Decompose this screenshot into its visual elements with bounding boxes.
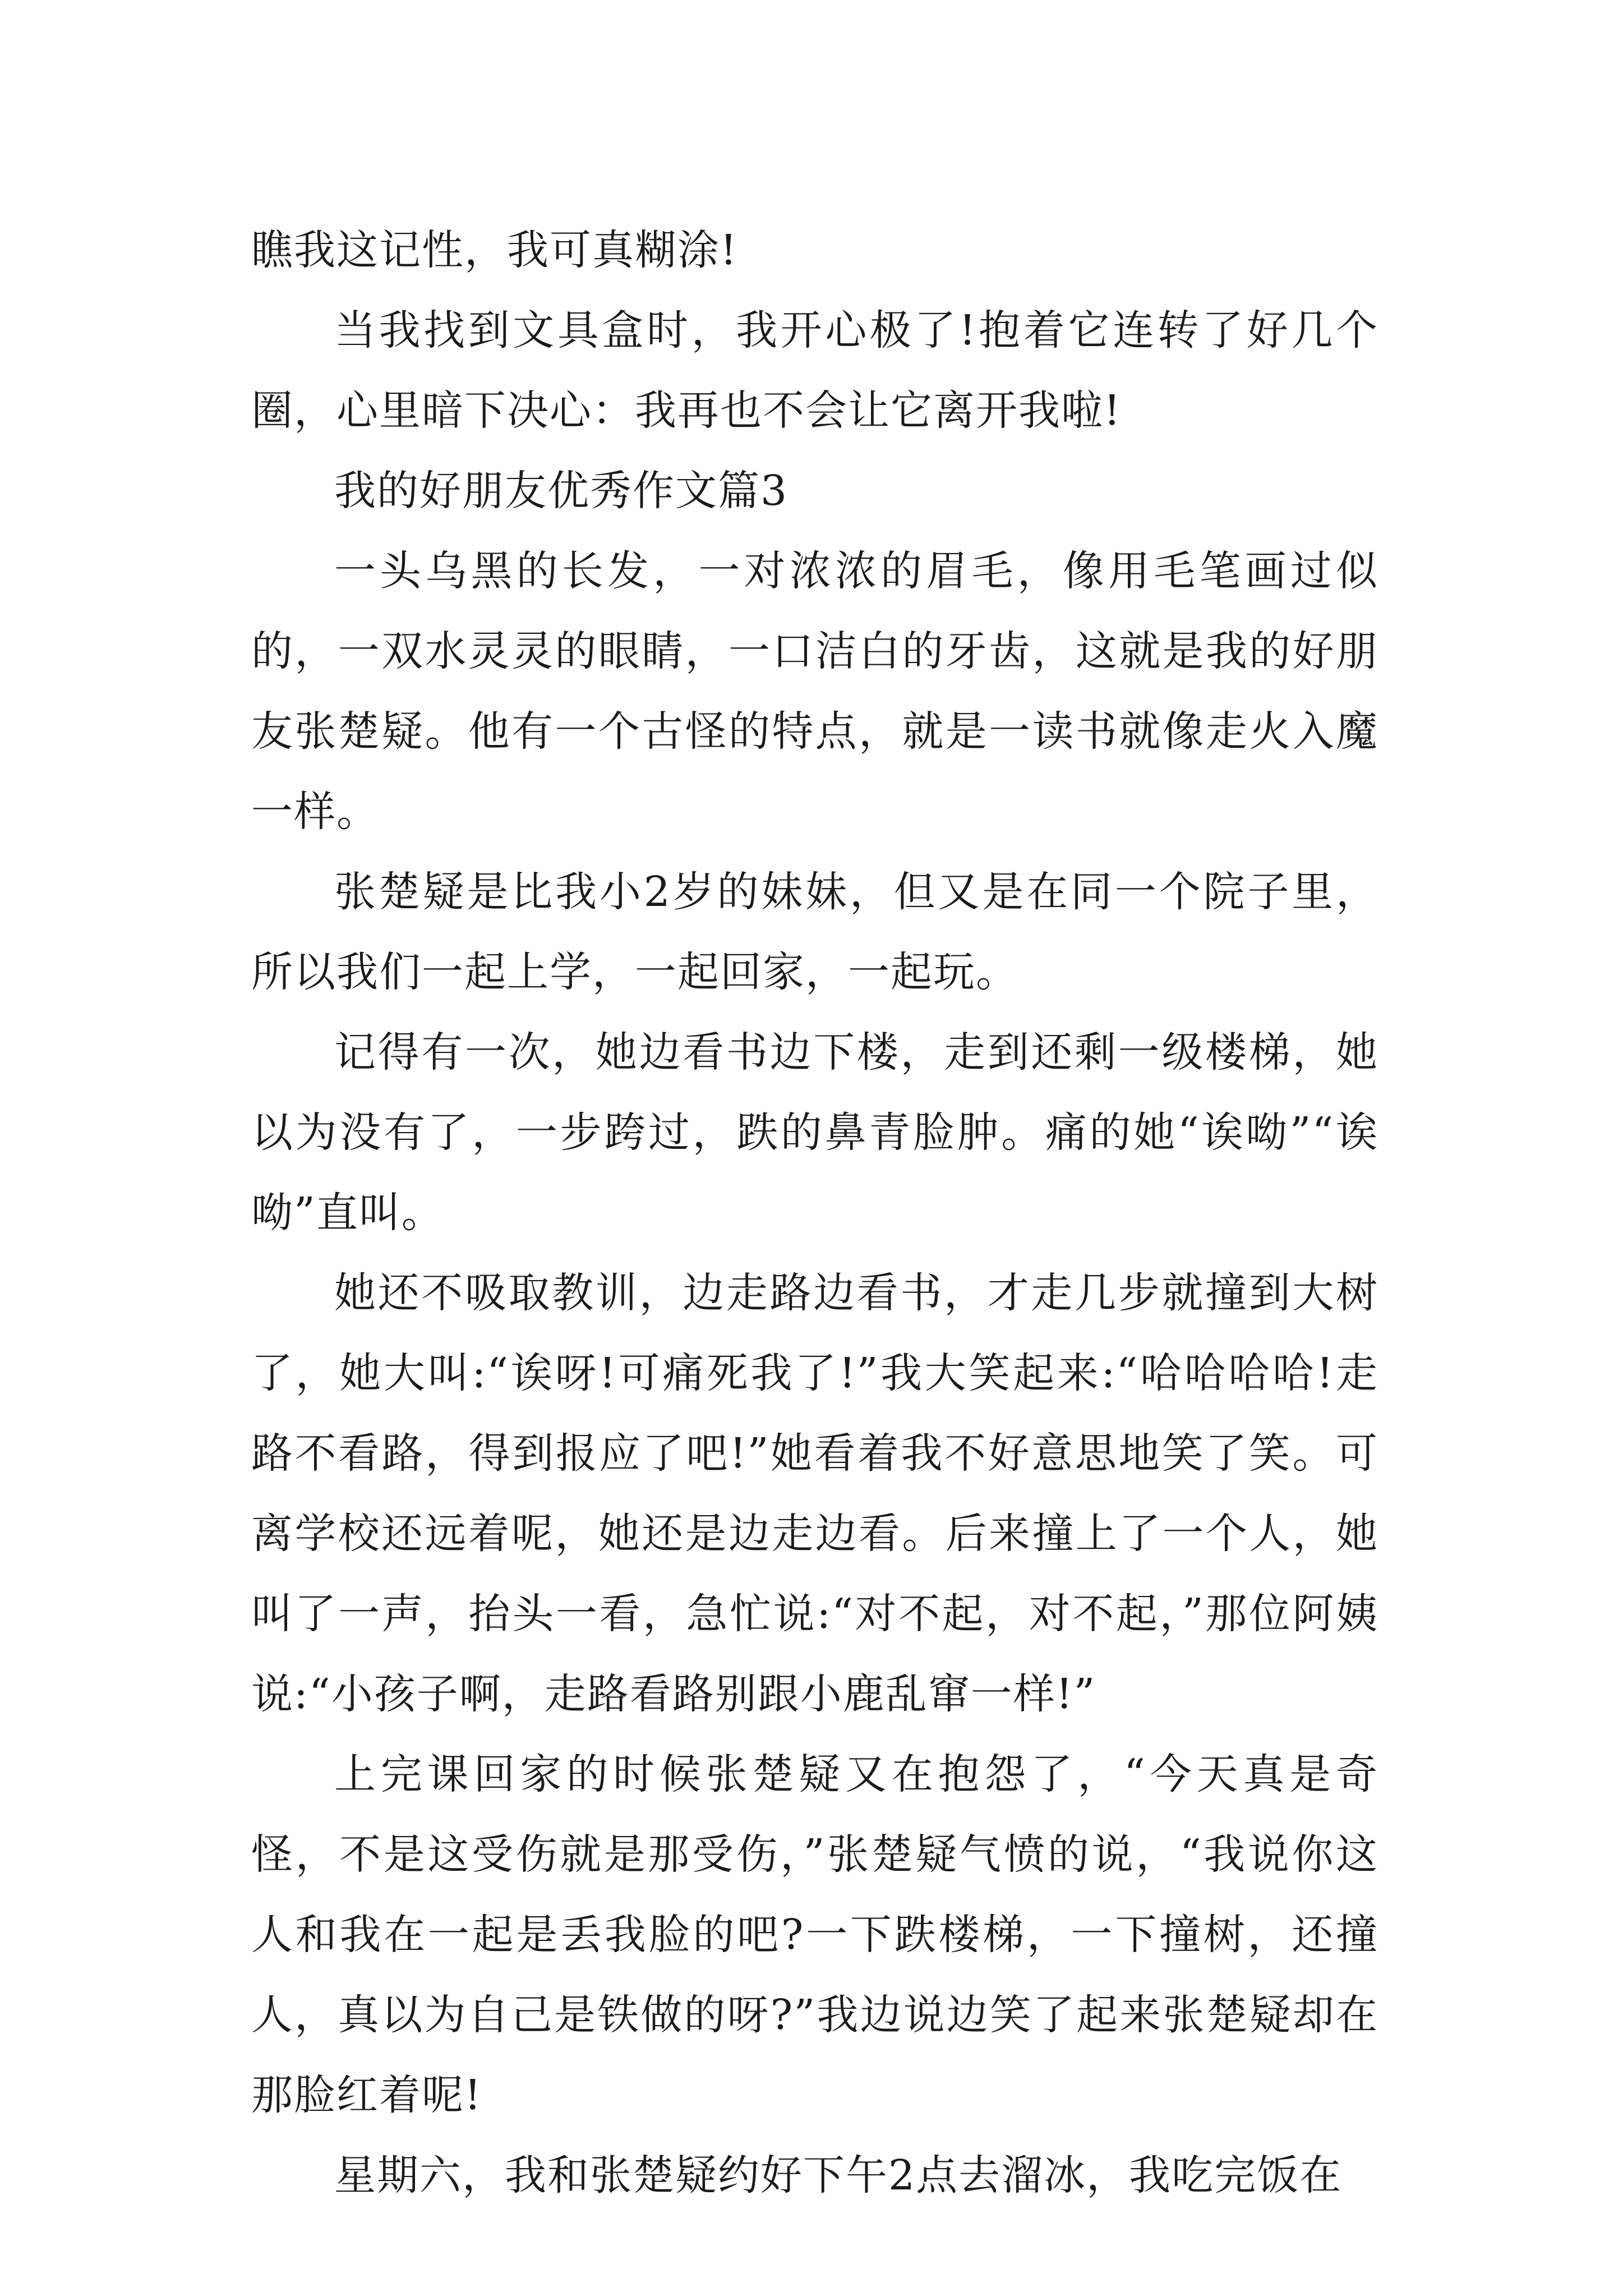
paragraph: 张楚疑是比我小2岁的妹妹，但又是在同一个院子里，所以我们一起上学，一起回家，一起玩。	[251, 868, 1378, 996]
paragraph: 瞧我这记性，我可真糊涂!	[251, 226, 738, 274]
section-heading: 我的好朋友优秀作文篇3	[334, 467, 789, 515]
paragraph: 记得有一次，她边看书边下楼，走到还剩一级楼梯，她以为没有了，一步跨过，跌的鼻青脸肿。痛的她“诶呦”“诶呦”直叫。	[251, 1028, 1378, 1237]
paragraph: 一头乌黑的长发，一对浓浓的眉毛，像用毛笔画过似的，一双水灵灵的眼睛，一口洁白的牙齿，这就是我的好朋友张楚疑。他有一个古怪的特点，就是一读书就像走火入魔一样。	[251, 547, 1378, 836]
paragraph: 当我找到文具盒时，我开心极了!抱着它连转了好几个圈，心里暗下决心：我再也不会让它离开我啦!	[251, 306, 1378, 435]
paragraph: 上完课回家的时候张楚疑又在抱怨了，“今天真是奇怪，不是这受伤就是那受伤，”张楚疑气愤的说，“我说你这人和我在一起是丢我脸的吧?一下跌楼梯，一下撞树，还撞人，真以为自己是铁做的呀?”我边说边笑了起来张楚疑却在那脸红着呢!	[251, 1750, 1378, 2119]
paragraph: 她还不吸取教训，边走路边看书，才走几步就撞到大树了，她大叫:“诶呀!可痛死我了!”我大笑起来:“哈哈哈哈!走路不看路，得到报应了吧!”她看着我不好意思地笑了笑。可离学校还远着呢，她还是边走边看。后来撞上了一个人，她叫了一声，抬头一看，急忙说:“对不起，对不起，”那位阿姨说:“小孩子啊，走路看路别跟小鹿乱窜一样!”	[251, 1269, 1378, 1718]
document-body	[251, 210, 1378, 2216]
paragraph: 星期六，我和张楚疑约好下午2点去溜冰，我吃完饭在	[334, 2151, 1343, 2200]
